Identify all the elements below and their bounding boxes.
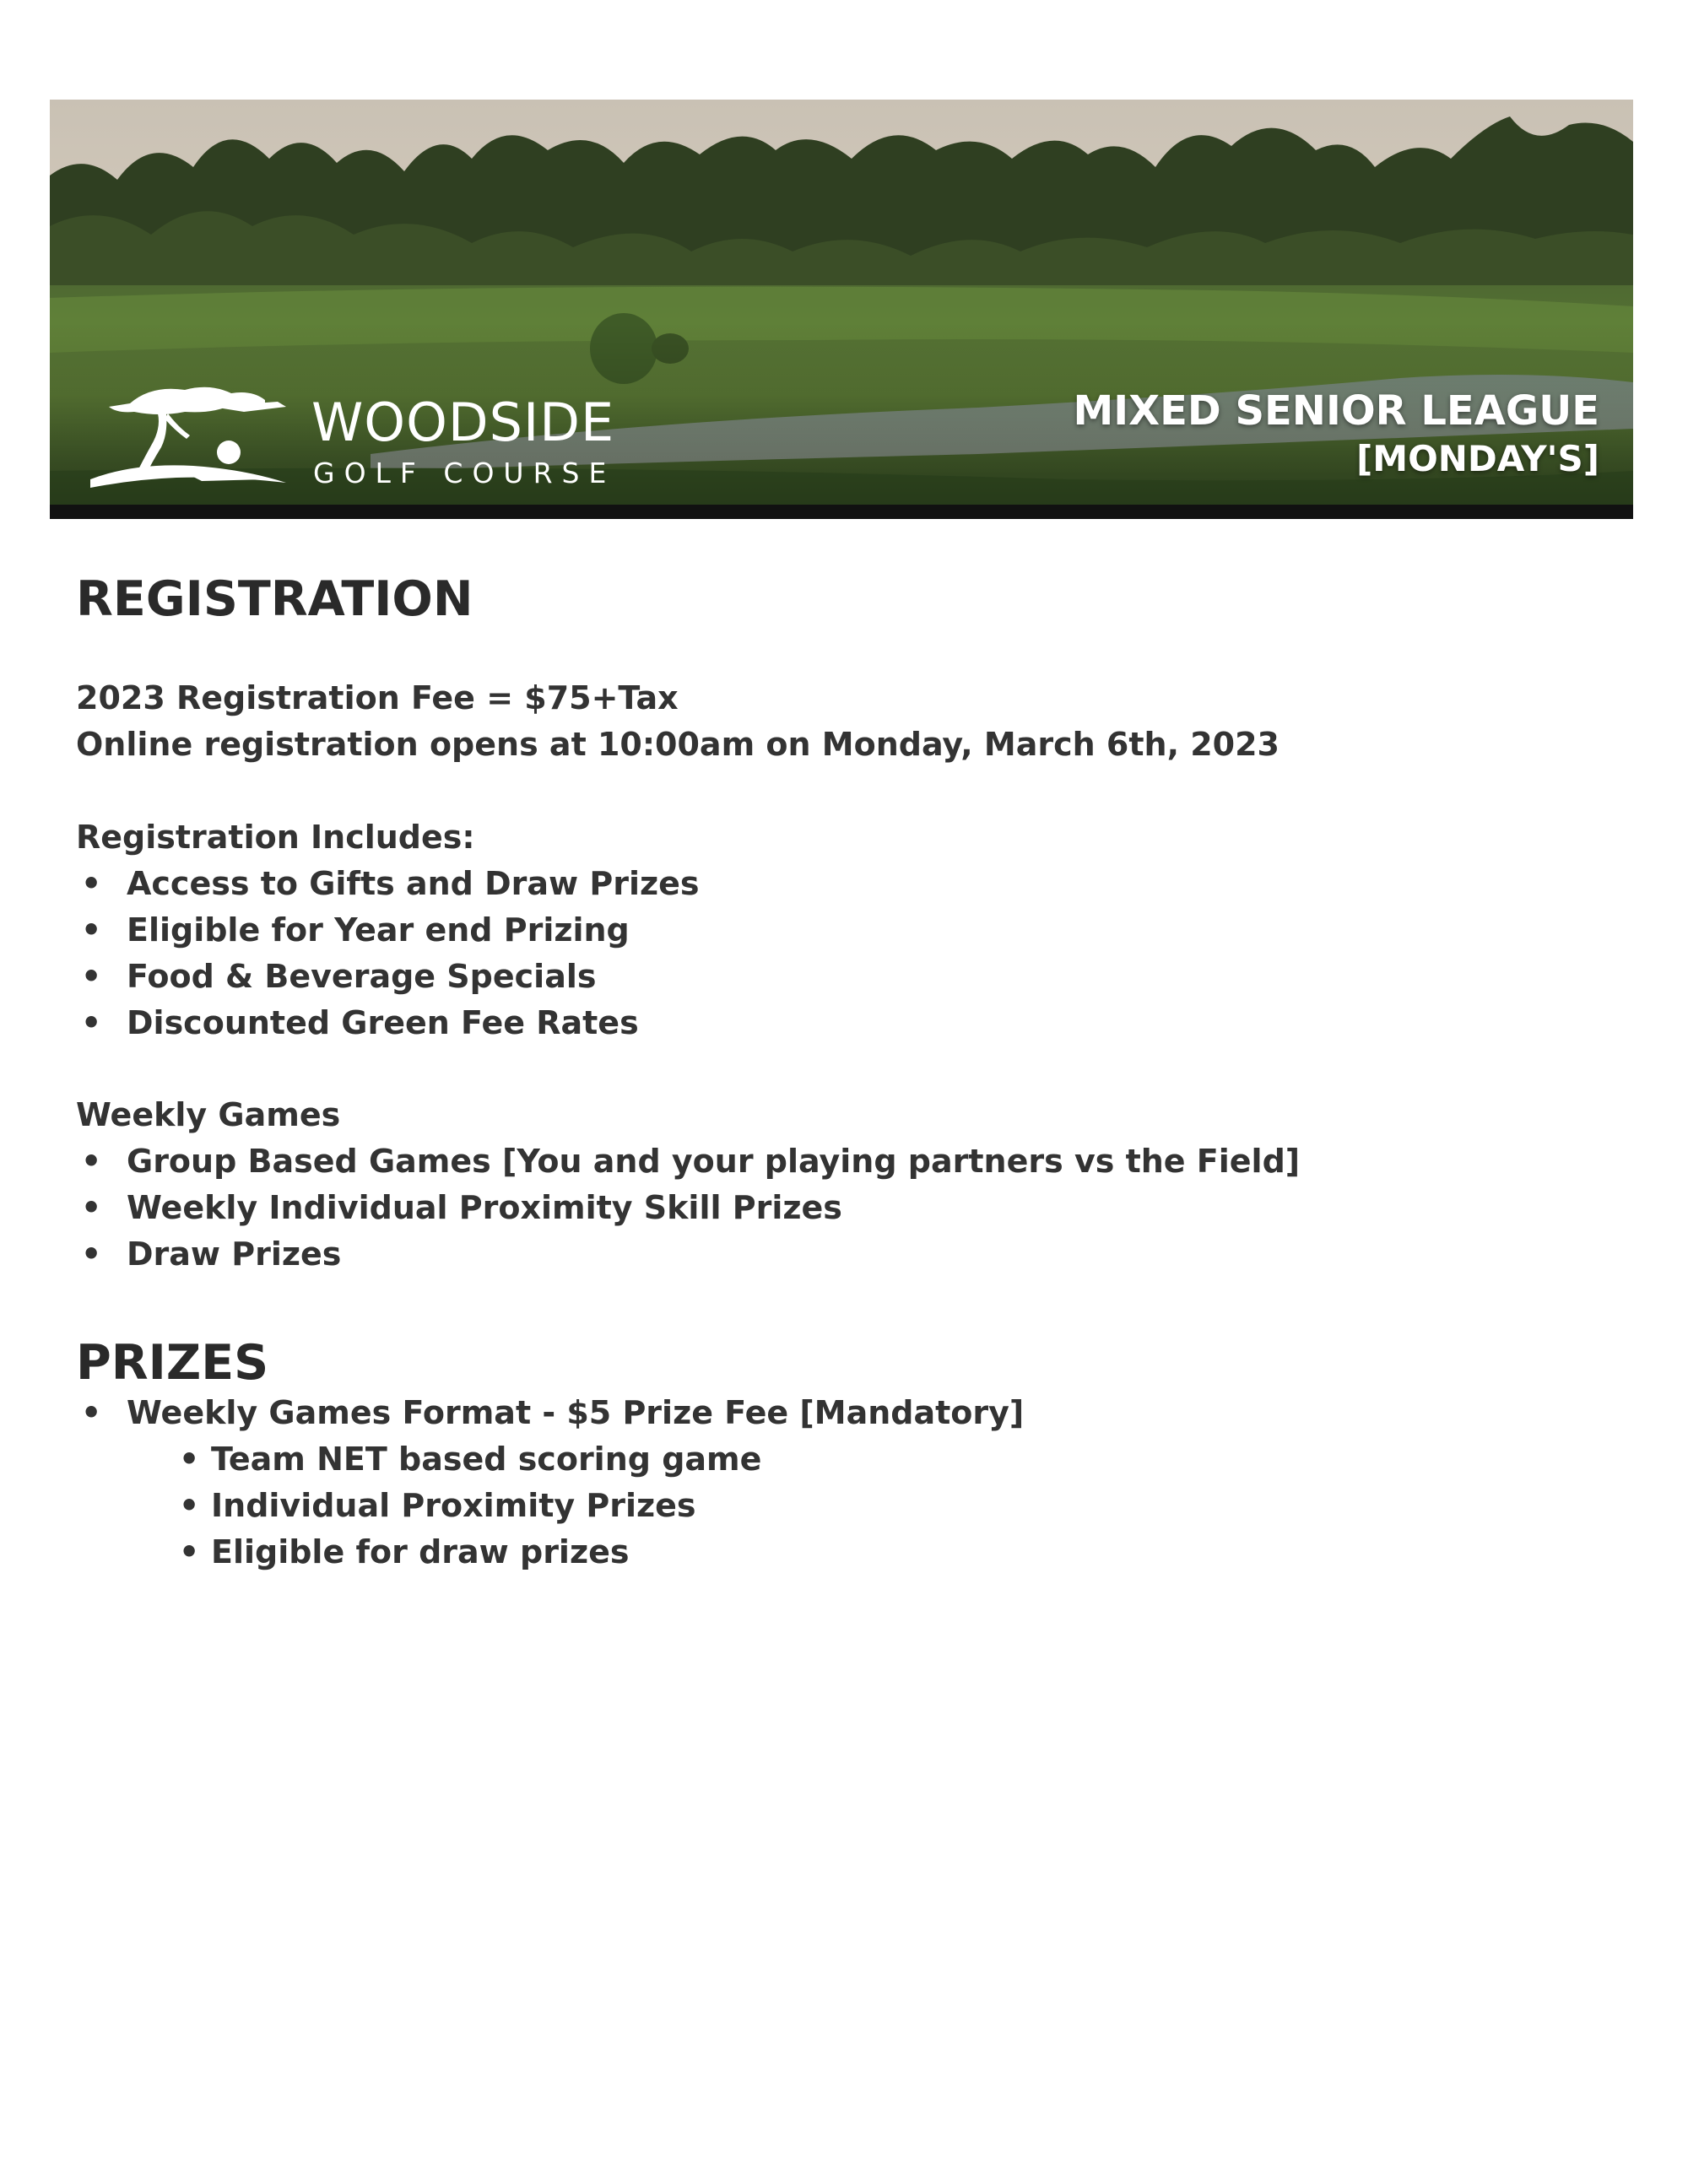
weekly-games xyxy=(76,1092,1300,1278)
list-item: • Weekly Individual Proximity Skill Prizes xyxy=(76,1185,1300,1231)
list-item: • Draw Prizes xyxy=(76,1231,1300,1278)
list-item: • Weekly Games Format - $5 Prize Fee [Mandatory] xyxy=(76,1390,1024,1436)
registration-opens: Online registration opens at 10:00am on Monday, March 6th, 2023 xyxy=(76,726,1280,763)
league-day: [MONDAY'S] xyxy=(1356,438,1599,479)
weekly-games-list xyxy=(76,1138,1300,1278)
header-banner xyxy=(50,100,1633,505)
registration-fee-block xyxy=(76,675,1280,768)
list-item: • Access to Gifts and Draw Prizes xyxy=(76,861,699,907)
prizes-sub-list xyxy=(76,1436,1024,1576)
prizes-list-block xyxy=(76,1390,1024,1576)
prizes-list xyxy=(76,1390,1024,1436)
includes-label: Registration Includes: xyxy=(76,819,475,856)
list-item: • Food & Beverage Specials xyxy=(76,954,699,1000)
prizes-heading: PRIZES xyxy=(76,1335,269,1391)
registration-heading: REGISTRATION xyxy=(76,571,473,627)
list-item: • Eligible for draw prizes xyxy=(76,1529,1024,1576)
tree-logo-icon xyxy=(84,378,303,500)
woodside-logo xyxy=(84,378,691,500)
includes-list xyxy=(76,861,699,1046)
list-item: • Group Based Games [You and your playing partners vs the Field] xyxy=(76,1138,1300,1185)
registration-fee: 2023 Registration Fee = $75+Tax xyxy=(76,679,679,716)
list-item: • Team NET based scoring game xyxy=(76,1436,1024,1483)
list-item: • Eligible for Year end Prizing xyxy=(76,907,699,954)
league-title: MIXED SENIOR LEAGUE xyxy=(1073,387,1599,435)
logo-title: WOODSIDE xyxy=(311,392,615,453)
logo-subtitle: GOLF COURSE xyxy=(313,457,616,489)
list-item: • Individual Proximity Prizes xyxy=(76,1483,1024,1529)
weekly-games-label: Weekly Games xyxy=(76,1096,341,1133)
banner-divider xyxy=(50,505,1633,519)
list-item: • Discounted Green Fee Rates xyxy=(76,1000,699,1046)
registration-includes xyxy=(76,814,699,1046)
